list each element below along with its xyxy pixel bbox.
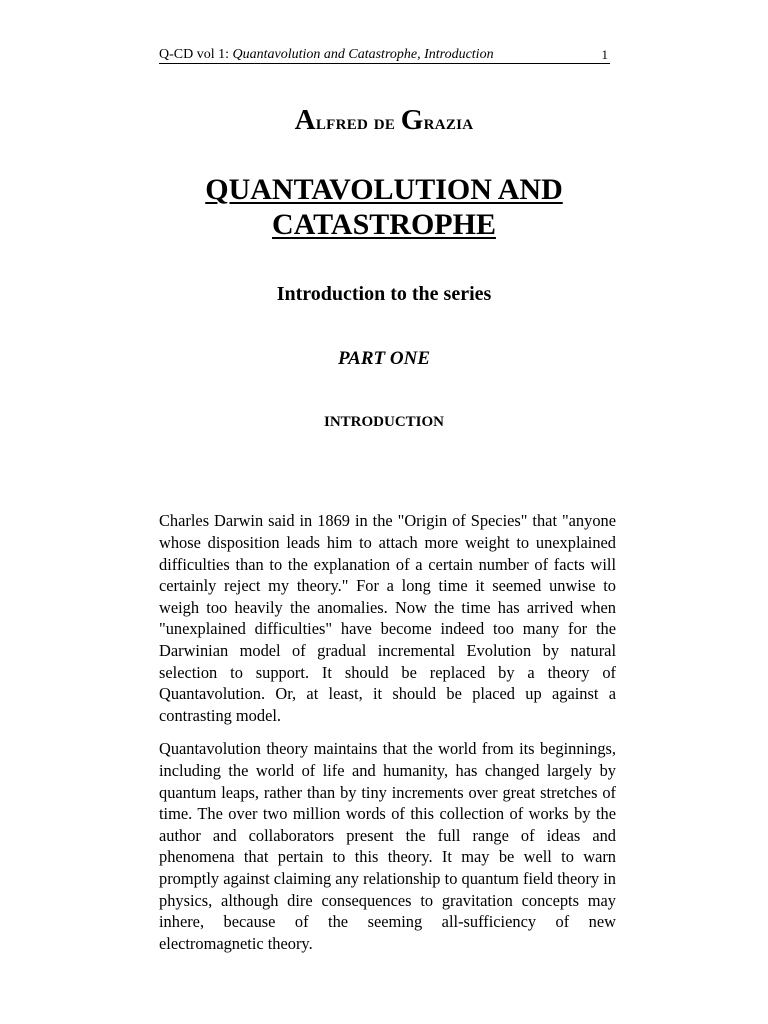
body-paragraph-2: Quantavolution theory maintains that the world from its beginnings, including the world of life and humanity, has changed largely by quantum leaps, rather than by tiny increments over great stretches of time. The over two million words of this collection of works by the author and collaborators present the full range of ideas and phenomena that pertain to this theory. It may be well to warn promptly against claiming any relationship to quantum field theory in physics, although dire consequences to gravitation concepts may inhere, because of the seeming all-sufficiency of new electromagnetic theory.: [159, 739, 616, 953]
header-title: Quantavolution and Catastrophe, Introduction: [232, 47, 494, 62]
body-paragraph-1: Charles Darwin said in 1869 in the "Origin of Species" that "anyone whose disposition leads him to attach more weight to unexplained difficulties than to the explanation of a certain number of facts will certainly reject my theory." For a long time it seemed unwise to weigh too heavily the anomalies. Now the time has arrived when "unexplained difficulties" have become indeed too many for the Darwinian model of gradual incremental Evolution by natural selection to support. It should be replaced by a theory of Quantavolution. Or, at least, it should be placed up against a contrasting model.: [159, 511, 616, 725]
page-number: 1: [601, 47, 608, 62]
part-heading: PART ONE: [337, 348, 430, 369]
title-line-2: CATASTROPHE: [272, 208, 496, 241]
author-first-initial: A: [294, 104, 316, 136]
header-prefix: Q-CD vol 1:: [159, 47, 233, 62]
section-heading: INTRODUCTION: [323, 414, 444, 430]
title-line-1: QUANTAVOLUTION AND: [205, 173, 563, 206]
running-header: [159, 46, 610, 64]
document-subtitle: Introduction to the series: [276, 283, 492, 305]
author-last-initial: G: [400, 104, 424, 136]
author-name: [0, 104, 768, 137]
document-title: [0, 172, 768, 242]
author-first-rest: lfred de: [315, 110, 401, 134]
author-last-rest: razia: [423, 110, 474, 134]
